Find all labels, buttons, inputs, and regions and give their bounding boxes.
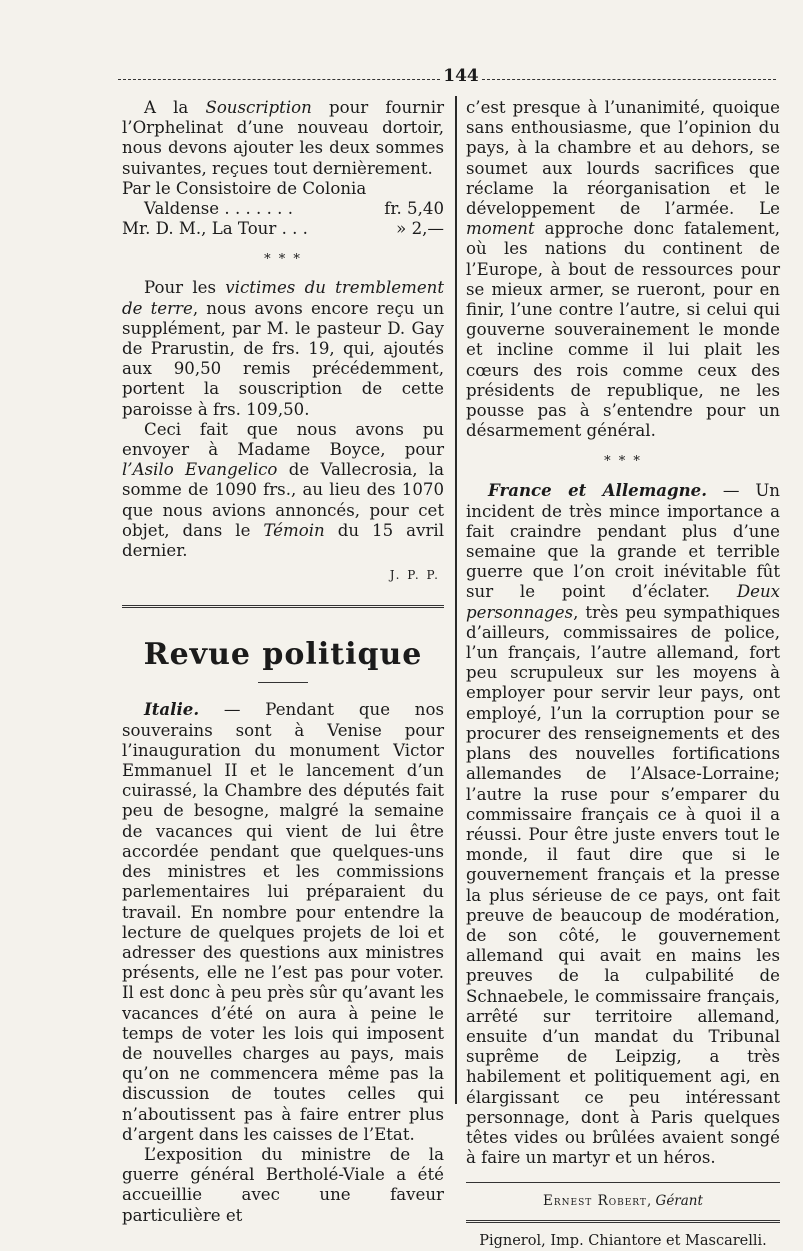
italie-paragraph-2: L’exposition du ministre de la guerre général Bertholé-Viale a été accueillie avec une faveur particulière et (122, 1144, 444, 1225)
right-column (466, 98, 780, 1251)
text-run: — Pendant que nos souverains sont à Venise pour l’inauguration du monument Victor Emmanuel II et le lancement d’un cuirassé, la Chambre des députés fait peu de besogne, malgré la semaine de vacances qui vient de lui être accordée pendant que quelques-uns des ministres et les commissions parlementaires lui préparaient du travail. En nombre pour entendre la lecture de quelques projets de loi et adresser des questions aux ministres présents, elle ne l’est pas pour voter. Il est donc à peu près sûr qu’avant les vacances d’été on aura à peine le temps de voter les lois qui imposent de nouvelles charges au pays, mais qu’on ne commencera même pas la discussion de toutes celles qui n’aboutissent pas à faire entrer plus d’argent dans les caisses de l’Etat. (122, 700, 444, 1144)
text-run: A la (144, 98, 206, 117)
italie-paragraph (122, 699, 444, 1144)
text-run: c’est presque à l’unanimité, quoique sans enthousiasme, que l’opinion du pays, à la chambre et au dehors, se soumet aux lourds sacrifices que réclame la réorganisation et le développement de l’armée. Le (466, 98, 780, 219)
text-run-italic: Deux personnages (466, 582, 780, 622)
subscription-paragraph (122, 98, 444, 179)
left-column (122, 98, 444, 1226)
text-run-italic: moment (466, 219, 535, 239)
footer-rule (466, 1182, 780, 1183)
signature: J. P. P. (389, 568, 440, 583)
donation-amount: » 2,— (396, 219, 444, 239)
donation-label: Mr. D. M., La Tour . . . (122, 219, 308, 239)
text-run: , très peu sympathiques d’ailleurs, commissaires de police, l’un français, l’autre allemand, fort peu scrupuleux sur les moyens à employer pour servir leur pays, ont employé, l’un la corruption pour se procurer des renseignements et des plans des nouvelles fortifications allemandes de l’Alsace-Lorraine; l’autre la ruse pour s’emparer du commissaire français ce à quoi il a réussi. Pour être juste envers tout le monde, il faut dire que si le gouvernement français et la presse la plus sérieuse de ce pays, ont fait preuve de beaucoup de modération, de son côté, le gouvernement allemand qui avait en mains les preuves de la culpabilité de Schnaebele, le commissaire français, arrêté sur territoire allemand, ensuite d’un mandat du Tribunal suprême de Leipzig, a très habilement et politiquement agi, en élargissant ce peu intéressant personnage, dont à Paris quelques têtes vides ou brûlées avaient songé à faire un martyr et un héros. (466, 602, 780, 1168)
asilo-paragraph (122, 420, 444, 561)
italie-continuation (466, 98, 780, 441)
text-run: du 15 avril dernier. (122, 520, 444, 561)
text-run: pour fournir l’Orphelinat d’une nouveau dortoir, nous devons ajouter les deux sommes suivantes, reçues tout dernièrement. (122, 98, 444, 178)
printer-line: Pignerol, Imp. Chiantore et Mascarelli. (479, 1232, 767, 1249)
earthquake-paragraph (122, 278, 444, 419)
gerant-title: Gérant (655, 1193, 703, 1210)
donation-list (122, 179, 444, 240)
text-run: , nous avons encore reçu un supplément, par M. le pasteur D. Gay de Prarustin, de frs. 19, qui, ajoutés aux 90,50 remis précédemment, portent la souscription de cette paroisse à frs. 109,50. (122, 298, 445, 419)
text-run: , (646, 1193, 656, 1210)
country-heading: Italie. (144, 699, 200, 720)
gerant-name: Ernest Robert (543, 1193, 647, 1210)
text-run: approche donc fatalement, où les nations du continent de l’Europe, à bout de ressources pour se mieux armer, se rueront, pour en finir, l’une contre l’autre, si celui qui gouverne souverainement le monde et incline comme il lui plait les cœurs des rois comme ceux des présidents de republique, ne les pousse pas à s’entendre pour un désarmement général. (466, 219, 780, 441)
donation-row (122, 199, 444, 219)
text-run-italic: victimes du tremblement de terre (122, 278, 444, 318)
header-rule-left (118, 79, 440, 80)
section-rule (122, 605, 444, 608)
footer-rule-double (466, 1220, 780, 1223)
gerant-line (466, 1191, 780, 1211)
donation-amount: fr. 5,40 (384, 199, 444, 219)
text-run-italic: Souscription (205, 98, 312, 117)
text-run: Pour les (144, 278, 226, 298)
text-run: — Un incident de très mince importance a fait craindre pendant plus d’une semaine que la grande et terrible guerre que l’on croit inévitable fût sur le point d’éclater. (466, 481, 780, 602)
france-paragraph (466, 480, 780, 1168)
donation-line: Par le Consistoire de Colonia (122, 178, 367, 198)
title-underline (258, 682, 308, 683)
column-divider (455, 96, 457, 1104)
section-title: Revue politique (143, 637, 423, 673)
donation-label: Valdense . . . . . . . (144, 199, 293, 219)
text-run-italic: Témoin (263, 520, 325, 540)
page-number: 144 (443, 66, 479, 86)
text-run-italic: l’Asilo Evangelico (122, 460, 278, 480)
text-run: de Vallecrosia, la somme de 1090 frs., au lieu des 1070 que nous avions annoncés, pour cet objet, dans le (122, 460, 444, 540)
header-rule-right (482, 79, 776, 80)
text-run: Ceci fait que nous avons pu envoyer à Madame Boyce, pour (122, 419, 444, 460)
section-stars: * * * (264, 252, 302, 268)
country-heading: France et Allemagne. (488, 480, 708, 501)
section-stars: * * * (604, 454, 642, 470)
donation-row (122, 219, 444, 239)
